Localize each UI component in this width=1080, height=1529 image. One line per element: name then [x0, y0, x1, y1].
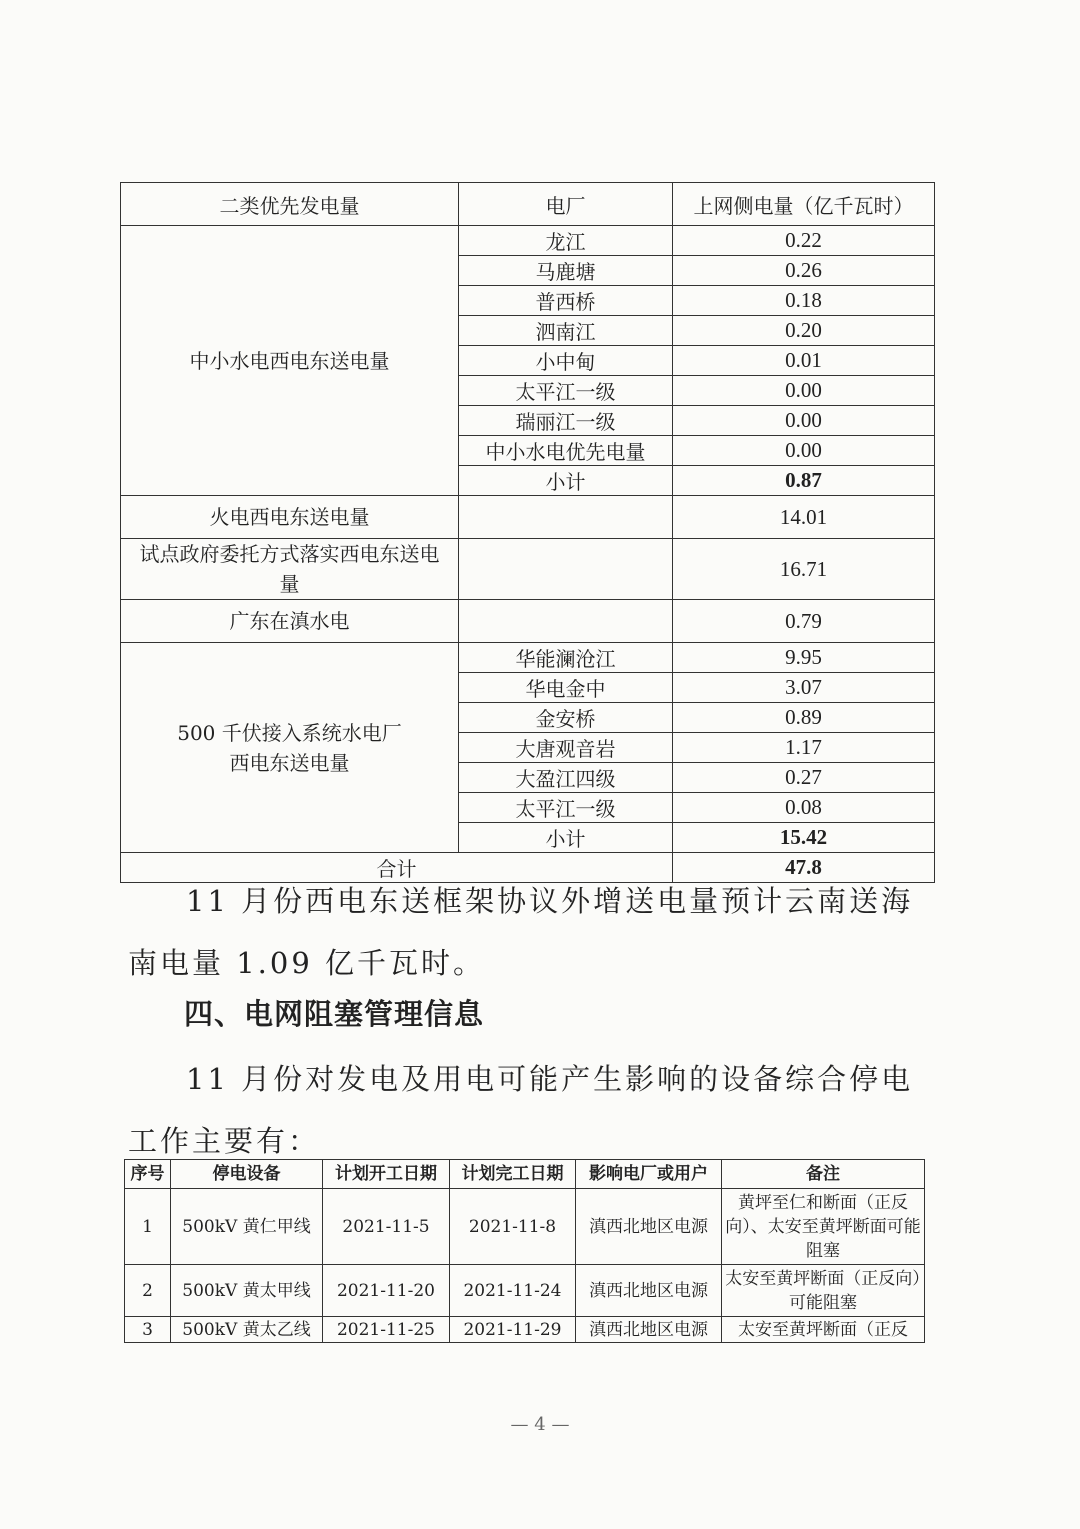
table-row — [121, 600, 935, 643]
header-energy: 上网侧电量（亿千瓦时） — [673, 183, 935, 226]
total-label: 合计 — [121, 853, 673, 883]
header-start: 计划开工日期 — [323, 1160, 450, 1189]
table-header-row — [121, 183, 935, 226]
row-no: 2 — [125, 1265, 171, 1317]
row-end: 2021-11-24 — [450, 1265, 576, 1317]
table-row — [121, 539, 935, 600]
table-row — [125, 1265, 925, 1317]
plant-cell: 普西桥 — [459, 286, 673, 316]
plant-cell: 瑞丽江一级 — [459, 406, 673, 436]
paragraph-outage-intro: 11 月份对发电及用电可能产生影响的设备综合停电工作主要有： — [128, 1062, 914, 1158]
plant-cell: 华电金中 — [459, 673, 673, 703]
row-equipment: 500kV 黄仁甲线 — [171, 1189, 323, 1265]
group2-category — [121, 643, 459, 853]
row-start: 2021-11-20 — [323, 1265, 450, 1317]
row-equipment: 500kV 黄太乙线 — [171, 1317, 323, 1343]
row-affected: 滇西北地区电源 — [576, 1189, 722, 1265]
value-cell: 16.71 — [673, 539, 935, 600]
header-category: 二类优先发电量 — [121, 183, 459, 226]
header-plant: 电厂 — [459, 183, 673, 226]
plant-cell: 太平江一级 — [459, 793, 673, 823]
value-cell: 0.22 — [673, 226, 935, 256]
row-note: 太安至黄坪断面（正反向）可能阻塞 — [722, 1265, 925, 1317]
header-note: 备注 — [722, 1160, 925, 1189]
value-cell: 0.79 — [673, 600, 935, 643]
subtotal-label: 小计 — [459, 823, 673, 853]
category-cell: 火电西电东送电量 — [121, 496, 459, 539]
group2-category-line1: 500 千伏接入系统水电厂 — [177, 720, 402, 745]
value-cell: 3.07 — [673, 673, 935, 703]
value-cell: 0.08 — [673, 793, 935, 823]
row-note: 黄坪至仁和断面（正反向）、太安至黄坪断面可能阻塞 — [722, 1189, 925, 1265]
value-cell: 0.27 — [673, 763, 935, 793]
plant-cell: 龙江 — [459, 226, 673, 256]
value-cell: 0.20 — [673, 316, 935, 346]
table-header-row — [125, 1160, 925, 1189]
page-number: — 4 — — [510, 1414, 570, 1435]
value-cell: 0.18 — [673, 286, 935, 316]
plant-cell: 华能澜沧江 — [459, 643, 673, 673]
value-cell: 0.26 — [673, 256, 935, 286]
category-cell: 试点政府委托方式落实西电东送电量 — [121, 539, 459, 600]
plant-cell: 泗南江 — [459, 316, 673, 346]
empty-cell — [459, 496, 673, 539]
generation-table — [120, 182, 935, 883]
section-heading: 四、电网阻塞管理信息 — [184, 997, 485, 1031]
table-row — [125, 1189, 925, 1265]
subtotal-value: 0.87 — [673, 466, 935, 496]
table-row — [121, 643, 935, 673]
row-note: 太安至黄坪断面（正反 — [722, 1317, 925, 1343]
subtotal-label: 小计 — [459, 466, 673, 496]
plant-cell: 太平江一级 — [459, 376, 673, 406]
value-cell: 9.95 — [673, 643, 935, 673]
row-no: 1 — [125, 1189, 171, 1265]
table-row — [121, 226, 935, 256]
group2-category-line2: 西电东送电量 — [229, 750, 350, 775]
header-equipment: 停电设备 — [171, 1160, 323, 1189]
row-start: 2021-11-25 — [323, 1317, 450, 1343]
header-end: 计划完工日期 — [450, 1160, 576, 1189]
header-no: 序号 — [125, 1160, 171, 1189]
outage-table — [124, 1159, 925, 1343]
group1-category: 中小水电西电东送电量 — [121, 226, 459, 496]
value-cell: 14.01 — [673, 496, 935, 539]
row-start: 2021-11-5 — [323, 1189, 450, 1265]
plant-cell: 小中甸 — [459, 346, 673, 376]
row-end: 2021-11-29 — [450, 1317, 576, 1343]
plant-cell: 金安桥 — [459, 703, 673, 733]
total-value: 47.8 — [673, 853, 935, 883]
header-affected: 影响电厂或用户 — [576, 1160, 722, 1189]
value-cell: 0.01 — [673, 346, 935, 376]
row-affected: 滇西北地区电源 — [576, 1265, 722, 1317]
empty-cell — [459, 600, 673, 643]
row-equipment: 500kV 黄太甲线 — [171, 1265, 323, 1317]
value-cell: 0.89 — [673, 703, 935, 733]
value-cell: 1.17 — [673, 733, 935, 763]
value-cell: 0.00 — [673, 376, 935, 406]
row-end: 2021-11-8 — [450, 1189, 576, 1265]
plant-cell: 大唐观音岩 — [459, 733, 673, 763]
plant-cell: 中小水电优先电量 — [459, 436, 673, 466]
row-affected: 滇西北地区电源 — [576, 1317, 722, 1343]
empty-cell — [459, 539, 673, 600]
category-cell: 广东在滇水电 — [121, 600, 459, 643]
value-cell: 0.00 — [673, 436, 935, 466]
plant-cell: 马鹿塘 — [459, 256, 673, 286]
row-no: 3 — [125, 1317, 171, 1343]
table-row — [121, 496, 935, 539]
table-row — [125, 1317, 925, 1343]
subtotal-value: 15.42 — [673, 823, 935, 853]
plant-cell: 大盈江四级 — [459, 763, 673, 793]
value-cell: 0.00 — [673, 406, 935, 436]
paragraph-additional-transmission: 11 月份西电东送框架协议外增送电量预计云南送海南电量 1.09 亿千瓦时。 — [128, 884, 914, 980]
